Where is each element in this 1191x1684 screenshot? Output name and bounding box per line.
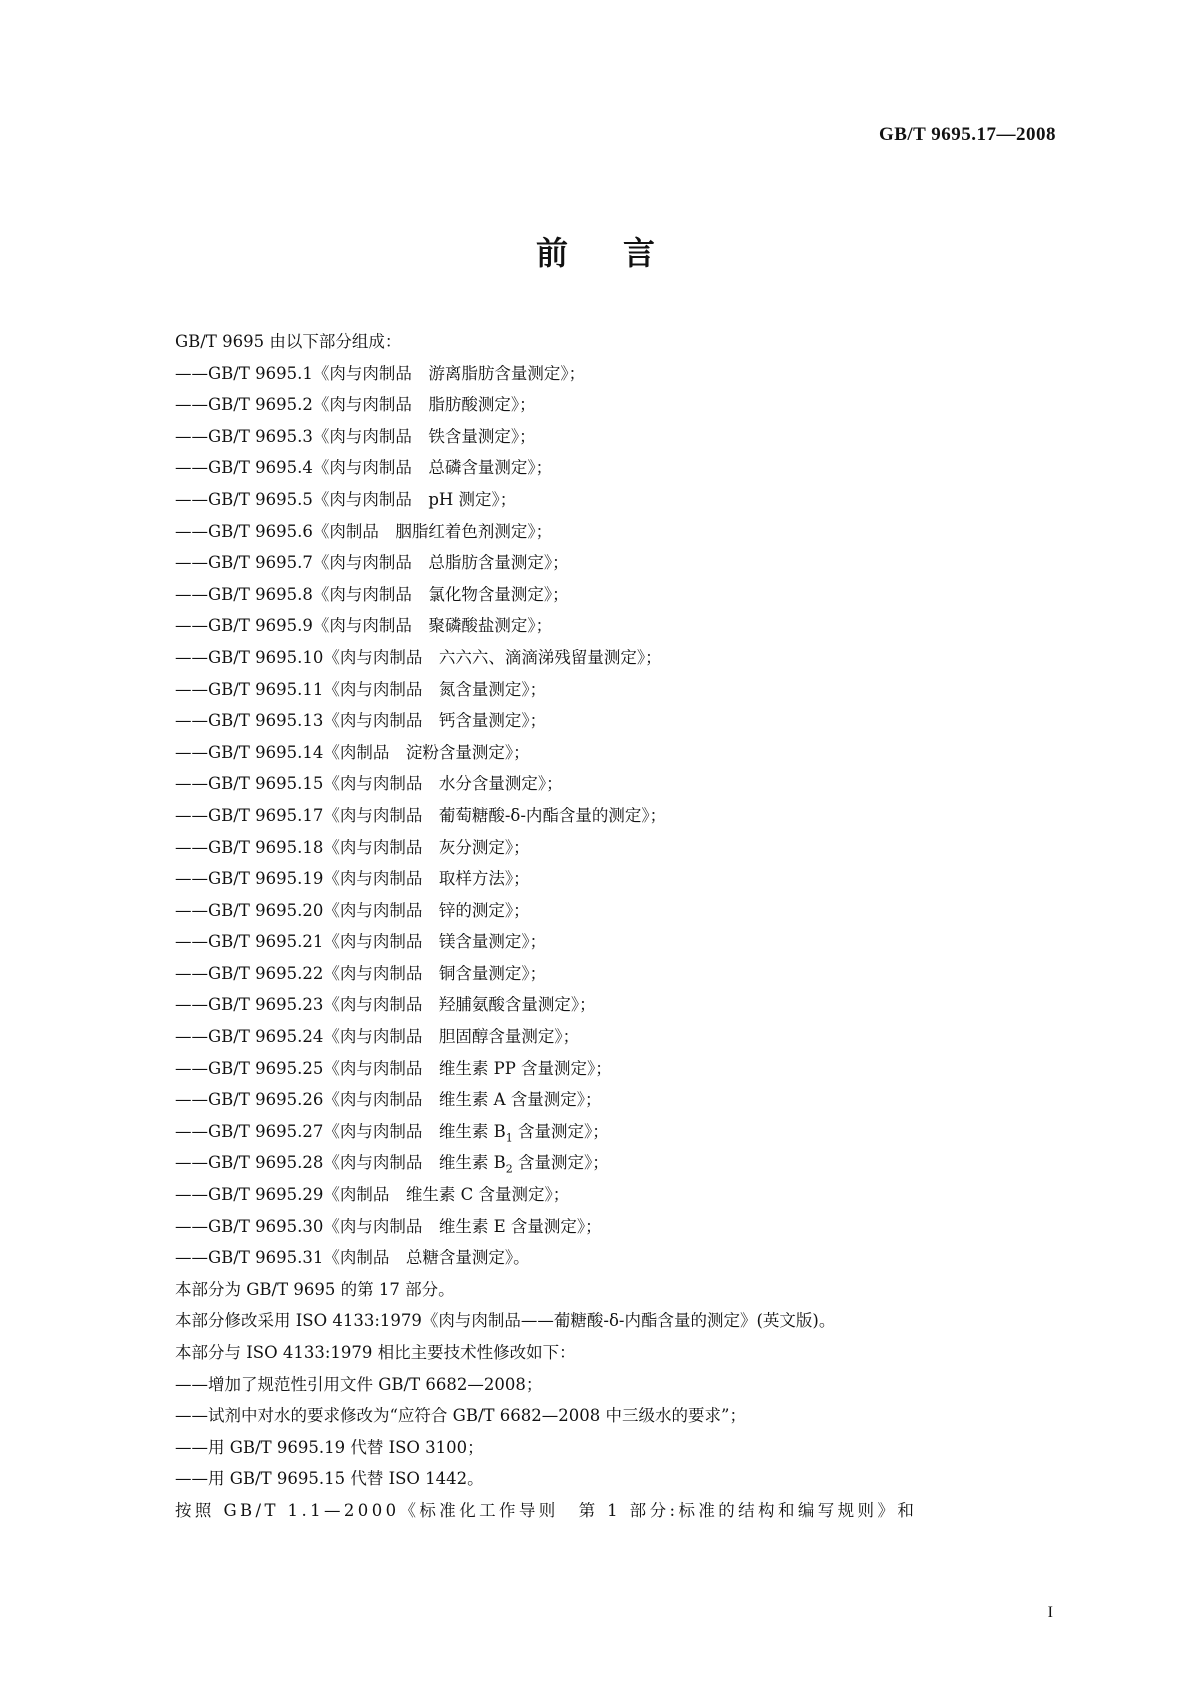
part-item: ——GB/T 9695.9《肉与肉制品 聚磷酸盐测定》；	[175, 616, 553, 636]
subscript: 2	[505, 1162, 513, 1176]
part-item: ——GB/T 9695.30《肉与肉制品 维生素 E 含量测定》；	[175, 1216, 602, 1236]
closing-line: 按照 GB/T 1.1—2000《标准化工作导则 第 1 部分:标准的结构和编写规则》和	[175, 1500, 918, 1520]
part-item: ——GB/T 9695.2《肉与肉制品 脂肪酸测定》；	[175, 395, 536, 415]
part-item-prefix: ——GB/T 9695.27《肉与肉制品 维生素 B	[175, 1121, 506, 1141]
part-item: ——GB/T 9695.7《肉与肉制品 总脂肪含量测定》；	[175, 553, 569, 573]
part-item: ——GB/T 9695.21《肉与肉制品 镁含量测定》；	[175, 932, 547, 952]
part-item: ——GB/T 9695.4《肉与肉制品 总磷含量测定》；	[175, 458, 553, 478]
statement-changes-intro: 本部分与 ISO 4133:1979 相比主要技术性修改如下：	[175, 1343, 576, 1362]
part-item: ——GB/T 9695.29《肉制品 维生素 C 含量测定》；	[175, 1185, 570, 1205]
part-item-suffix: 含量测定》；	[512, 1153, 609, 1173]
statement-adoption: 本部分修改采用 ISO 4133:1979《肉与肉制品——葡糖酸-δ-内酯含量的测定》(英文版)。	[175, 1311, 836, 1331]
change-item: ——试剂中对水的要求修改为“应符合 GB/T 6682—2008 中三级水的要求”；	[175, 1406, 746, 1426]
part-item: ——GB/T 9695.11《肉与肉制品 氮含量测定》；	[175, 679, 547, 699]
part-item: ——GB/T 9695.13《肉与肉制品 钙含量测定》；	[175, 711, 547, 731]
part-item: ——GB/T 9695.24《肉与肉制品 胆固醇含量测定》；	[175, 1027, 580, 1047]
part-item: ——GB/T 9695.18《肉与肉制品 灰分测定》；	[175, 837, 530, 857]
part-item-b2	[175, 1147, 1055, 1179]
part-item: ——GB/T 9695.22《肉与肉制品 铜含量测定》；	[175, 963, 547, 983]
standard-code: GB/T 9695.17—2008	[878, 124, 1056, 145]
part-item: ——GB/T 9695.5《肉与肉制品 pH 测定》；	[175, 489, 517, 509]
part-item: ——GB/T 9695.17《肉与肉制品 葡萄糖酸-δ-内酯含量的测定》；	[175, 805, 667, 825]
part-item: ——GB/T 9695.1《肉与肉制品 游离脂肪含量测定》；	[175, 363, 586, 383]
part-item: ——GB/T 9695.23《肉与肉制品 羟脯氨酸含量测定》；	[175, 995, 596, 1015]
part-item: ——GB/T 9695.10《肉与肉制品 六六六、滴滴涕残留量测定》；	[175, 647, 662, 667]
part-item: ——GB/T 9695.25《肉与肉制品 维生素 PP 含量测定》；	[175, 1058, 612, 1078]
part-item: ——GB/T 9695.26《肉与肉制品 维生素 A 含量测定》；	[175, 1090, 602, 1110]
page-title: 前言	[535, 234, 710, 272]
document-body	[175, 326, 1055, 1527]
part-item: ——GB/T 9695.3《肉与肉制品 铁含量测定》；	[175, 426, 536, 446]
statement-part-number: 本部分为 GB/T 9695 的第 17 部分。	[175, 1279, 455, 1299]
part-item: ——GB/T 9695.6《肉制品 胭脂红着色剂测定》；	[175, 521, 553, 541]
part-item: ——GB/T 9695.8《肉与肉制品 氯化物含量测定》；	[175, 584, 569, 604]
change-item: ——增加了规范性引用文件 GB/T 6682—2008；	[175, 1374, 543, 1394]
part-item: ——GB/T 9695.31《肉制品 总糖含量测定》。	[175, 1248, 530, 1268]
subscript: 1	[505, 1131, 513, 1145]
page-number: I	[1047, 1604, 1053, 1621]
part-item: ——GB/T 9695.19《肉与肉制品 取样方法》；	[175, 869, 530, 889]
part-item-suffix: 含量测定》；	[512, 1121, 609, 1141]
part-item-prefix: ——GB/T 9695.28《肉与肉制品 维生素 B	[175, 1153, 506, 1173]
part-item-b1	[175, 1116, 1055, 1148]
part-item: ——GB/T 9695.20《肉与肉制品 锌的测定》；	[175, 900, 530, 920]
intro-line: GB/T 9695 由以下部分组成：	[175, 332, 402, 351]
change-item: ——用 GB/T 9695.15 代替 ISO 1442。	[175, 1469, 484, 1489]
part-item: ——GB/T 9695.14《肉制品 淀粉含量测定》；	[175, 742, 530, 762]
part-item: ——GB/T 9695.15《肉与肉制品 水分含量测定》；	[175, 774, 563, 794]
change-item: ——用 GB/T 9695.19 代替 ISO 3100；	[175, 1437, 484, 1457]
